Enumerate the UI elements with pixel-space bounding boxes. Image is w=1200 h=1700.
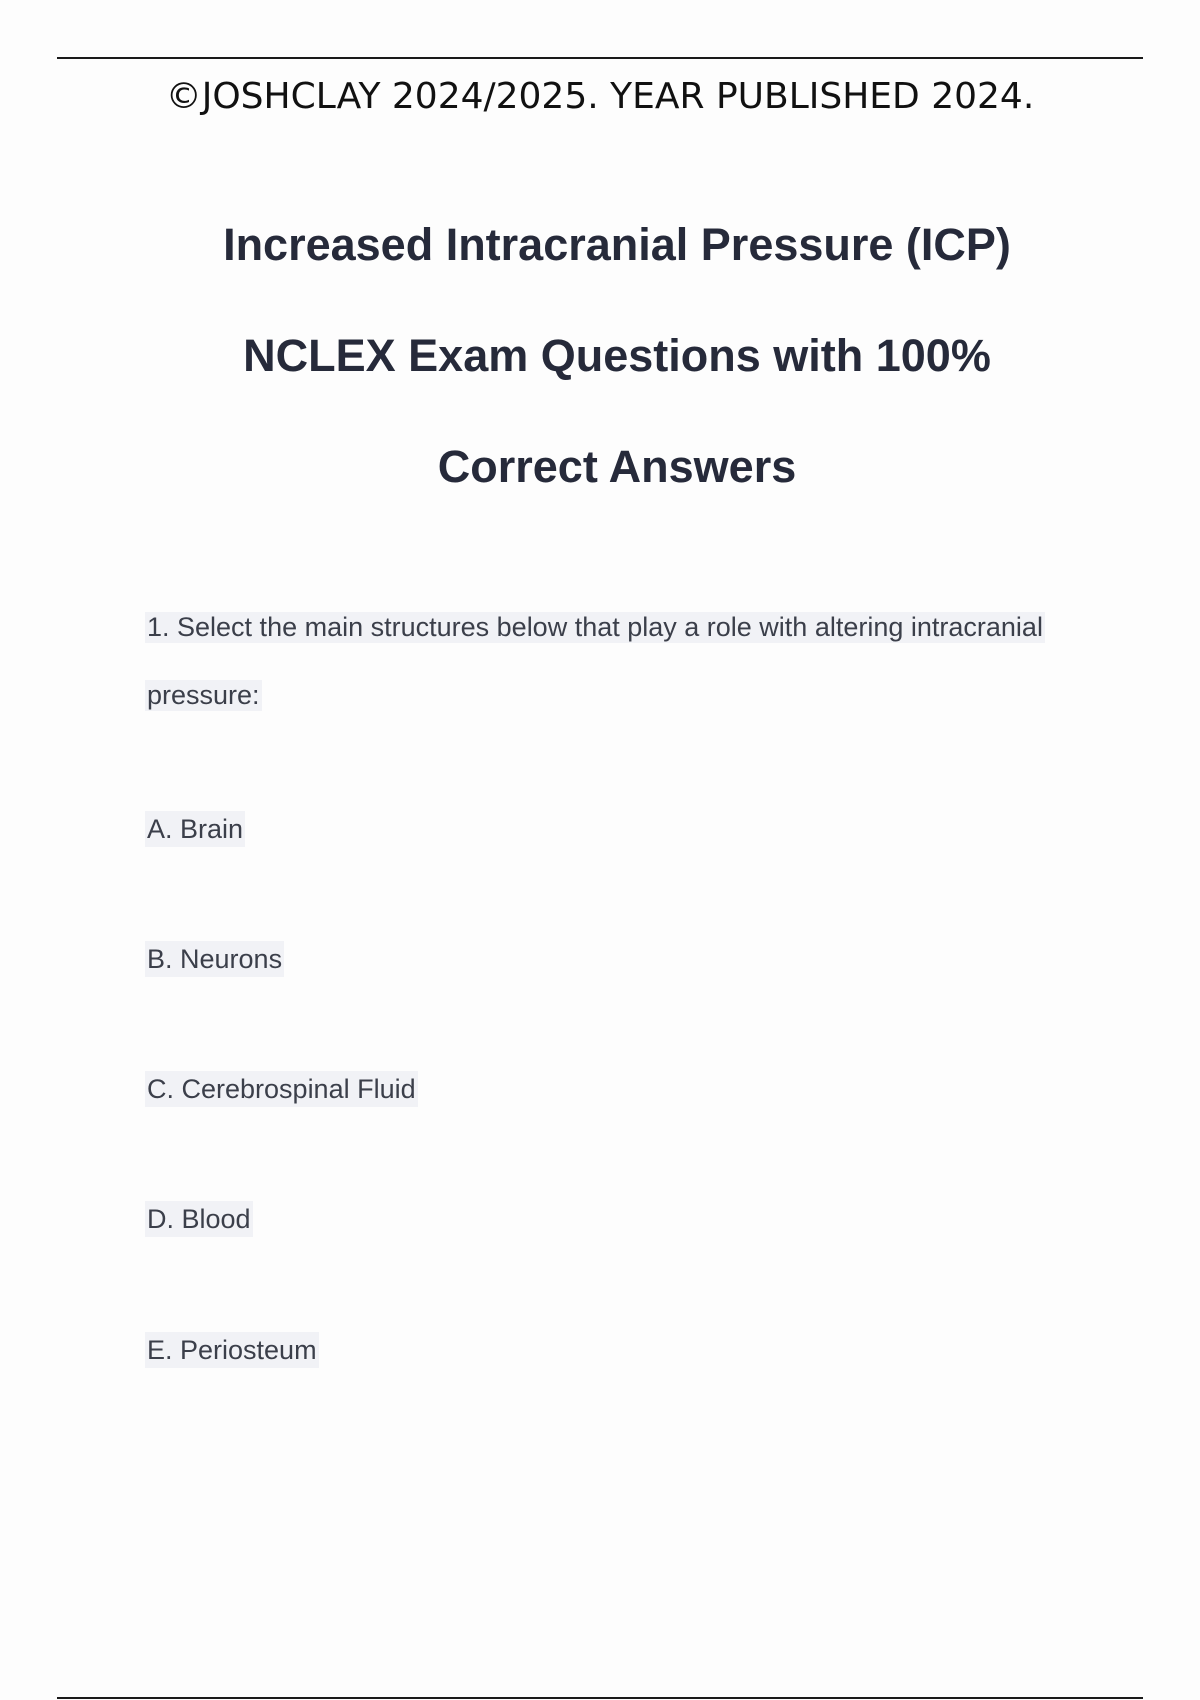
question-1-text-line-1: 1. Select the main structures below that play a role with altering intracranial xyxy=(147,612,1043,642)
title-line-1: Increased Intracranial Pressure (ICP) xyxy=(223,219,1011,270)
copyright-header: ©JOSHCLAY 2024/2025. YEAR PUBLISHED 2024. xyxy=(165,76,1035,117)
option-c: C. Cerebrospinal Fluid xyxy=(145,1071,418,1107)
option-a: A. Brain xyxy=(145,811,245,847)
option-b: B. Neurons xyxy=(145,941,284,977)
option-d: D. Blood xyxy=(145,1201,253,1237)
title-line-3: Correct Answers xyxy=(437,441,797,492)
footer-rule xyxy=(57,1697,1143,1699)
document-title xyxy=(60,210,1174,543)
header-rule xyxy=(57,57,1143,59)
question-1-text-line-2: pressure: xyxy=(147,680,260,710)
title-line-2: NCLEX Exam Questions with 100% xyxy=(243,330,991,381)
option-e: E. Periosteum xyxy=(145,1332,319,1368)
